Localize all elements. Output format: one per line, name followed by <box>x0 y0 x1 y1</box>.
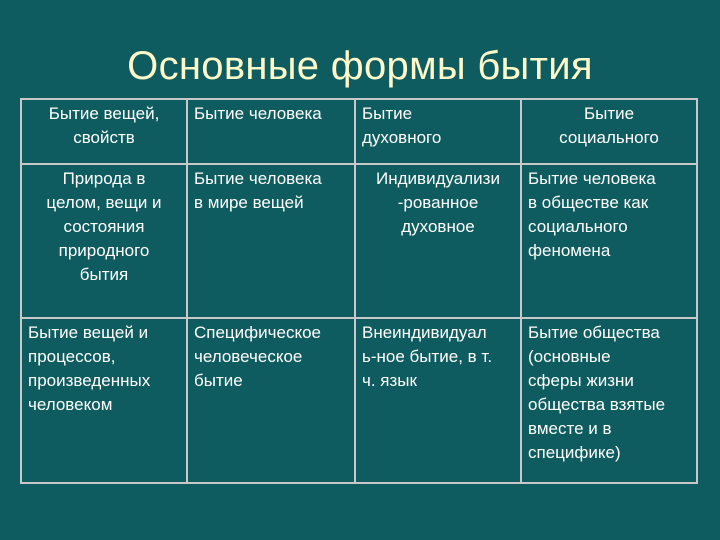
slide-title: Основные формы бытия <box>127 44 593 88</box>
forms-of-being-table <box>20 98 698 484</box>
table-cell: Бытие человека в обществе как социального феномена <box>521 164 697 318</box>
table-cell: Внеиндивидуал ь-ное бытие, в т. ч. язык <box>355 318 521 483</box>
table-cell: Природа в целом, вещи и состояния природного бытия <box>21 164 187 318</box>
table-row <box>21 318 697 483</box>
table-cell: Специфическое человеческое бытие <box>187 318 355 483</box>
table-cell: Бытие человека <box>187 99 355 164</box>
table-cell: Бытие общества (основные сферы жизни общества взятые вместе и в специфике) <box>521 318 697 483</box>
table-cell: Бытие социального <box>521 99 697 164</box>
table-cell: Бытие вещей и процессов, произведенных человеком <box>21 318 187 483</box>
table-cell: Бытие духовного <box>355 99 521 164</box>
table-cell: Индивидуализи -рованное духовное <box>355 164 521 318</box>
table-row <box>21 164 697 318</box>
table-row <box>21 99 697 164</box>
table-cell: Бытие вещей, свойств <box>21 99 187 164</box>
table-cell: Бытие человека в мире вещей <box>187 164 355 318</box>
